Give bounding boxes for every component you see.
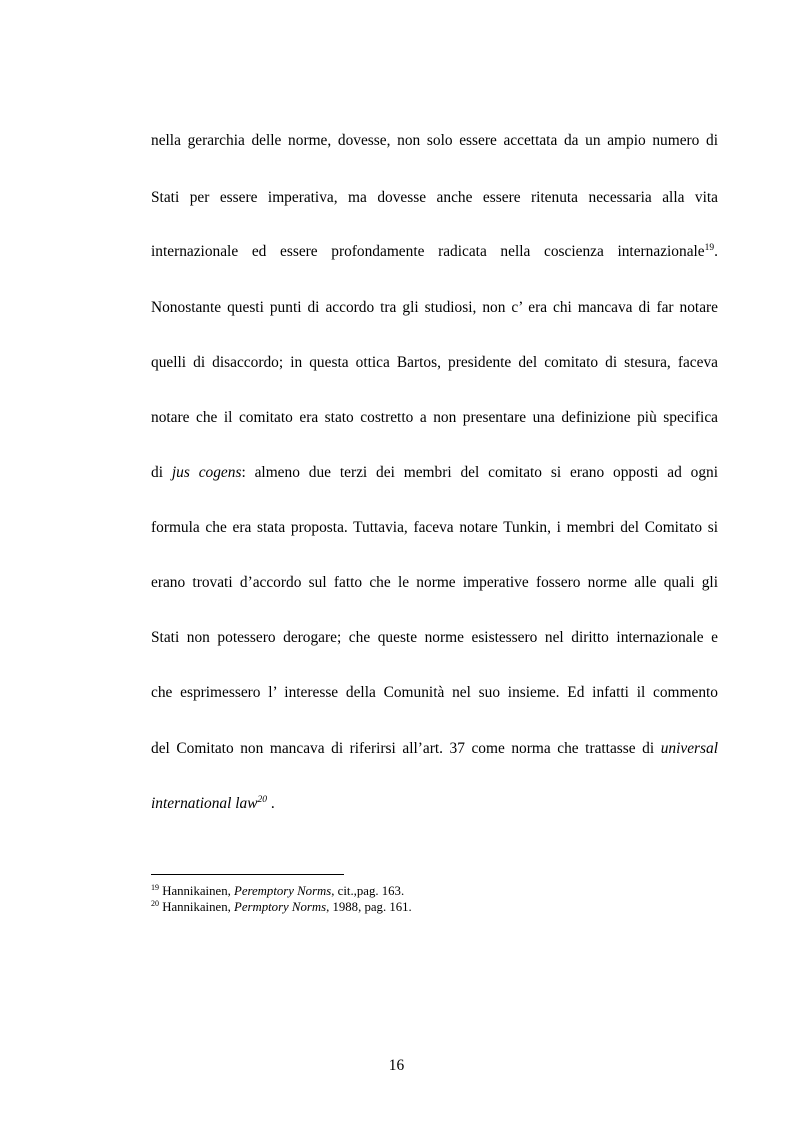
body-line-6: notare che il comitato era stato costretto a non presentare una definizione più specifica <box>151 409 718 426</box>
footnote-ref-20: 20 <box>257 795 267 805</box>
international-law-term: international law <box>151 795 258 812</box>
body-line-11: che esprimessero l’ interesse della Comunità nel suo insieme. Ed infatti il commento <box>151 684 718 701</box>
universal-term: universal <box>660 740 718 757</box>
jus-cogens-term: jus cogens <box>171 464 242 481</box>
body-line-13: international law$^{20}$ . <box>151 795 275 812</box>
footnote-ref-19: 19 <box>704 243 715 253</box>
footnote-separator <box>151 874 344 875</box>
body-line-7: di jus cogens: almeno due terzi dei membri del comitato si erano opposti ad ogni <box>151 464 718 481</box>
body-line-10: Stati non potessero derogare; che queste norme esistessero nel diritto internazionale e <box>151 629 718 646</box>
body-line-12: del Comitato non mancava di riferirsi all’art. 37 come norma che trattasse di universal <box>151 740 718 757</box>
page-number: 16 <box>388 1057 405 1074</box>
footnote-19: $^{19}$ Hannikainen, Peremptory Norms, cit.,pag. 163. <box>151 883 405 898</box>
body-line-5: quelli di disaccordo; in questa ottica Bartos, presidente del comitato di stesura, faceva <box>151 354 718 371</box>
body-line-1: nella gerarchia delle norme, dovesse, non solo essere accettata da un ampio numero di <box>151 132 718 149</box>
body-line-4: Nonostante questi punti di accordo tra gli studiosi, non c’ era chi mancava di far notare <box>151 299 718 316</box>
body-line-2: Stati per essere imperativa, ma dovesse anche essere ritenuta necessaria alla vita <box>151 189 718 206</box>
body-line-3: internazionale ed essere profondamente radicata nella coscienza internazionale$^{19}$. <box>151 243 718 260</box>
body-line-8: formula che era stata proposta. Tuttavia, faceva notare Tunkin, i membri del Comitato si <box>151 519 718 536</box>
body-line-9: erano trovati d’accordo sul fatto che le norme imperative fossero norme alle quali gli <box>151 574 718 591</box>
footnote-20: $^{20}$ Hannikainen, Permptory Norms, 1988, pag. 161. <box>151 899 412 914</box>
